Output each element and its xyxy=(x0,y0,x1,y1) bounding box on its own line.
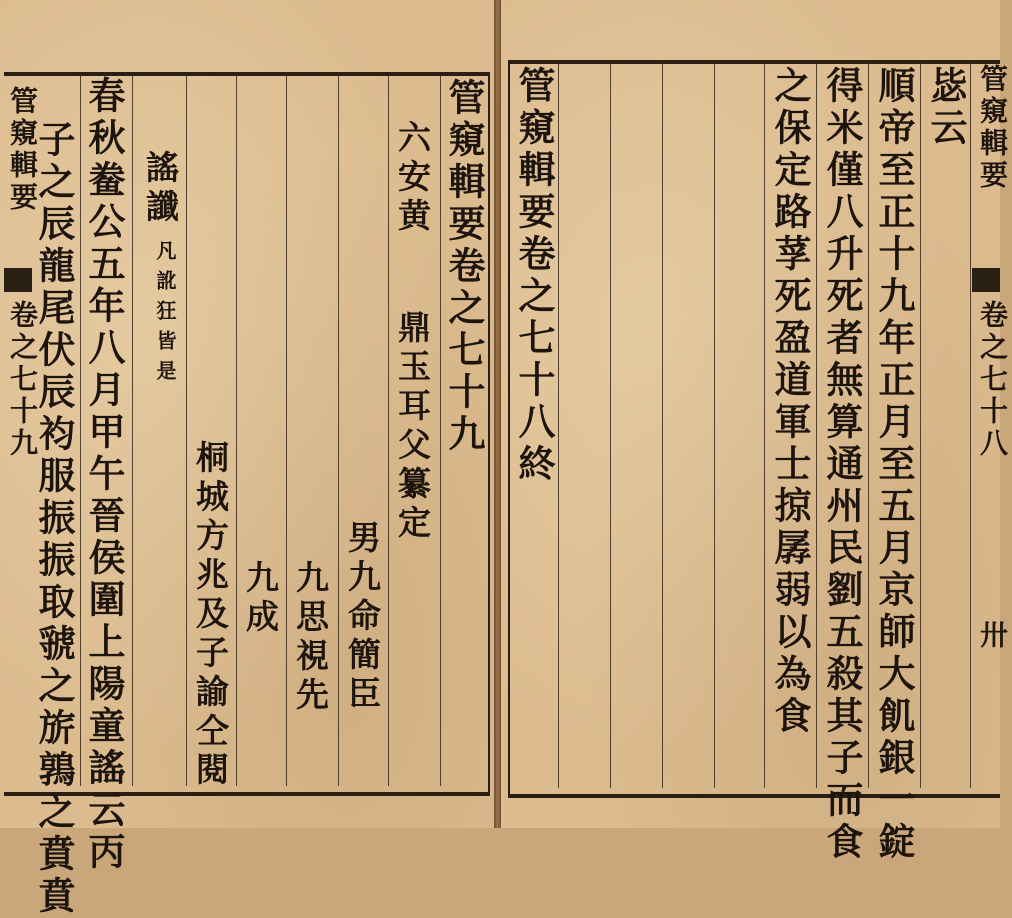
end-title: 管窺輯要卷之七十八終 xyxy=(512,66,556,486)
text-column-a: 之保定路莩死盈道軍士掠孱弱以為食 xyxy=(768,66,812,738)
text-column-1: 春秋鲞公五年八月甲午晉侯圍上陽童謠云丙 xyxy=(82,76,126,874)
fishtail-mark xyxy=(972,268,1000,292)
column-rule xyxy=(186,74,187,786)
column-rule xyxy=(764,62,765,788)
right-page-frame xyxy=(508,60,1000,864)
column-rule xyxy=(440,74,441,786)
text-column-b: 得米僅八升死者無算通州民劉五殺其子而食 xyxy=(820,66,864,864)
son-name-1: 九成 xyxy=(241,560,280,638)
compiler-place: 六安黄 xyxy=(393,120,432,237)
compiler-name: 鼎玉耳父纂定 xyxy=(393,310,432,544)
text-column-d: 毖云 xyxy=(924,66,968,150)
text-column-2: 子之辰龍尾伏辰袀服振振取虢之旂鶉之賁賁 xyxy=(32,120,76,918)
volume-title: 管窺輯要卷之七十九 xyxy=(442,78,486,456)
right-edge-volume: 卷之七十八 xyxy=(976,300,1009,460)
right-edge-page: 卅 xyxy=(976,620,1009,648)
column-rule xyxy=(558,62,559,788)
son-name-2: 九思視先 xyxy=(291,560,330,716)
left-edge-title: 管窺輯要 xyxy=(6,86,39,214)
column-rule xyxy=(338,74,339,786)
column-rule xyxy=(610,62,611,788)
column-rule xyxy=(388,74,389,786)
section-title: 謠讖 xyxy=(141,150,180,228)
fishtail-mark xyxy=(4,268,32,292)
column-rule xyxy=(80,74,81,786)
column-rule xyxy=(920,62,921,788)
son-name-3: 男九命簡臣 xyxy=(343,520,382,715)
column-rule xyxy=(868,62,869,788)
column-rule xyxy=(970,62,971,788)
left-edge-volume: 卷之七十九 xyxy=(6,300,39,460)
text-column-c: 順帝至正十九年正月至五月京師大飢銀一錠 xyxy=(872,66,916,864)
column-rule xyxy=(132,74,133,786)
book-gutter xyxy=(494,0,501,828)
right-edge-title: 管窺輯要 xyxy=(976,64,1009,192)
column-rule xyxy=(662,62,663,788)
column-rule xyxy=(714,62,715,788)
column-rule xyxy=(286,74,287,786)
column-rule xyxy=(816,62,817,788)
section-note: 凡訛狂皆是 xyxy=(153,240,177,390)
reviewer-line: 桐城方兆及子諭仝閱 xyxy=(191,440,230,791)
column-rule xyxy=(236,74,237,786)
